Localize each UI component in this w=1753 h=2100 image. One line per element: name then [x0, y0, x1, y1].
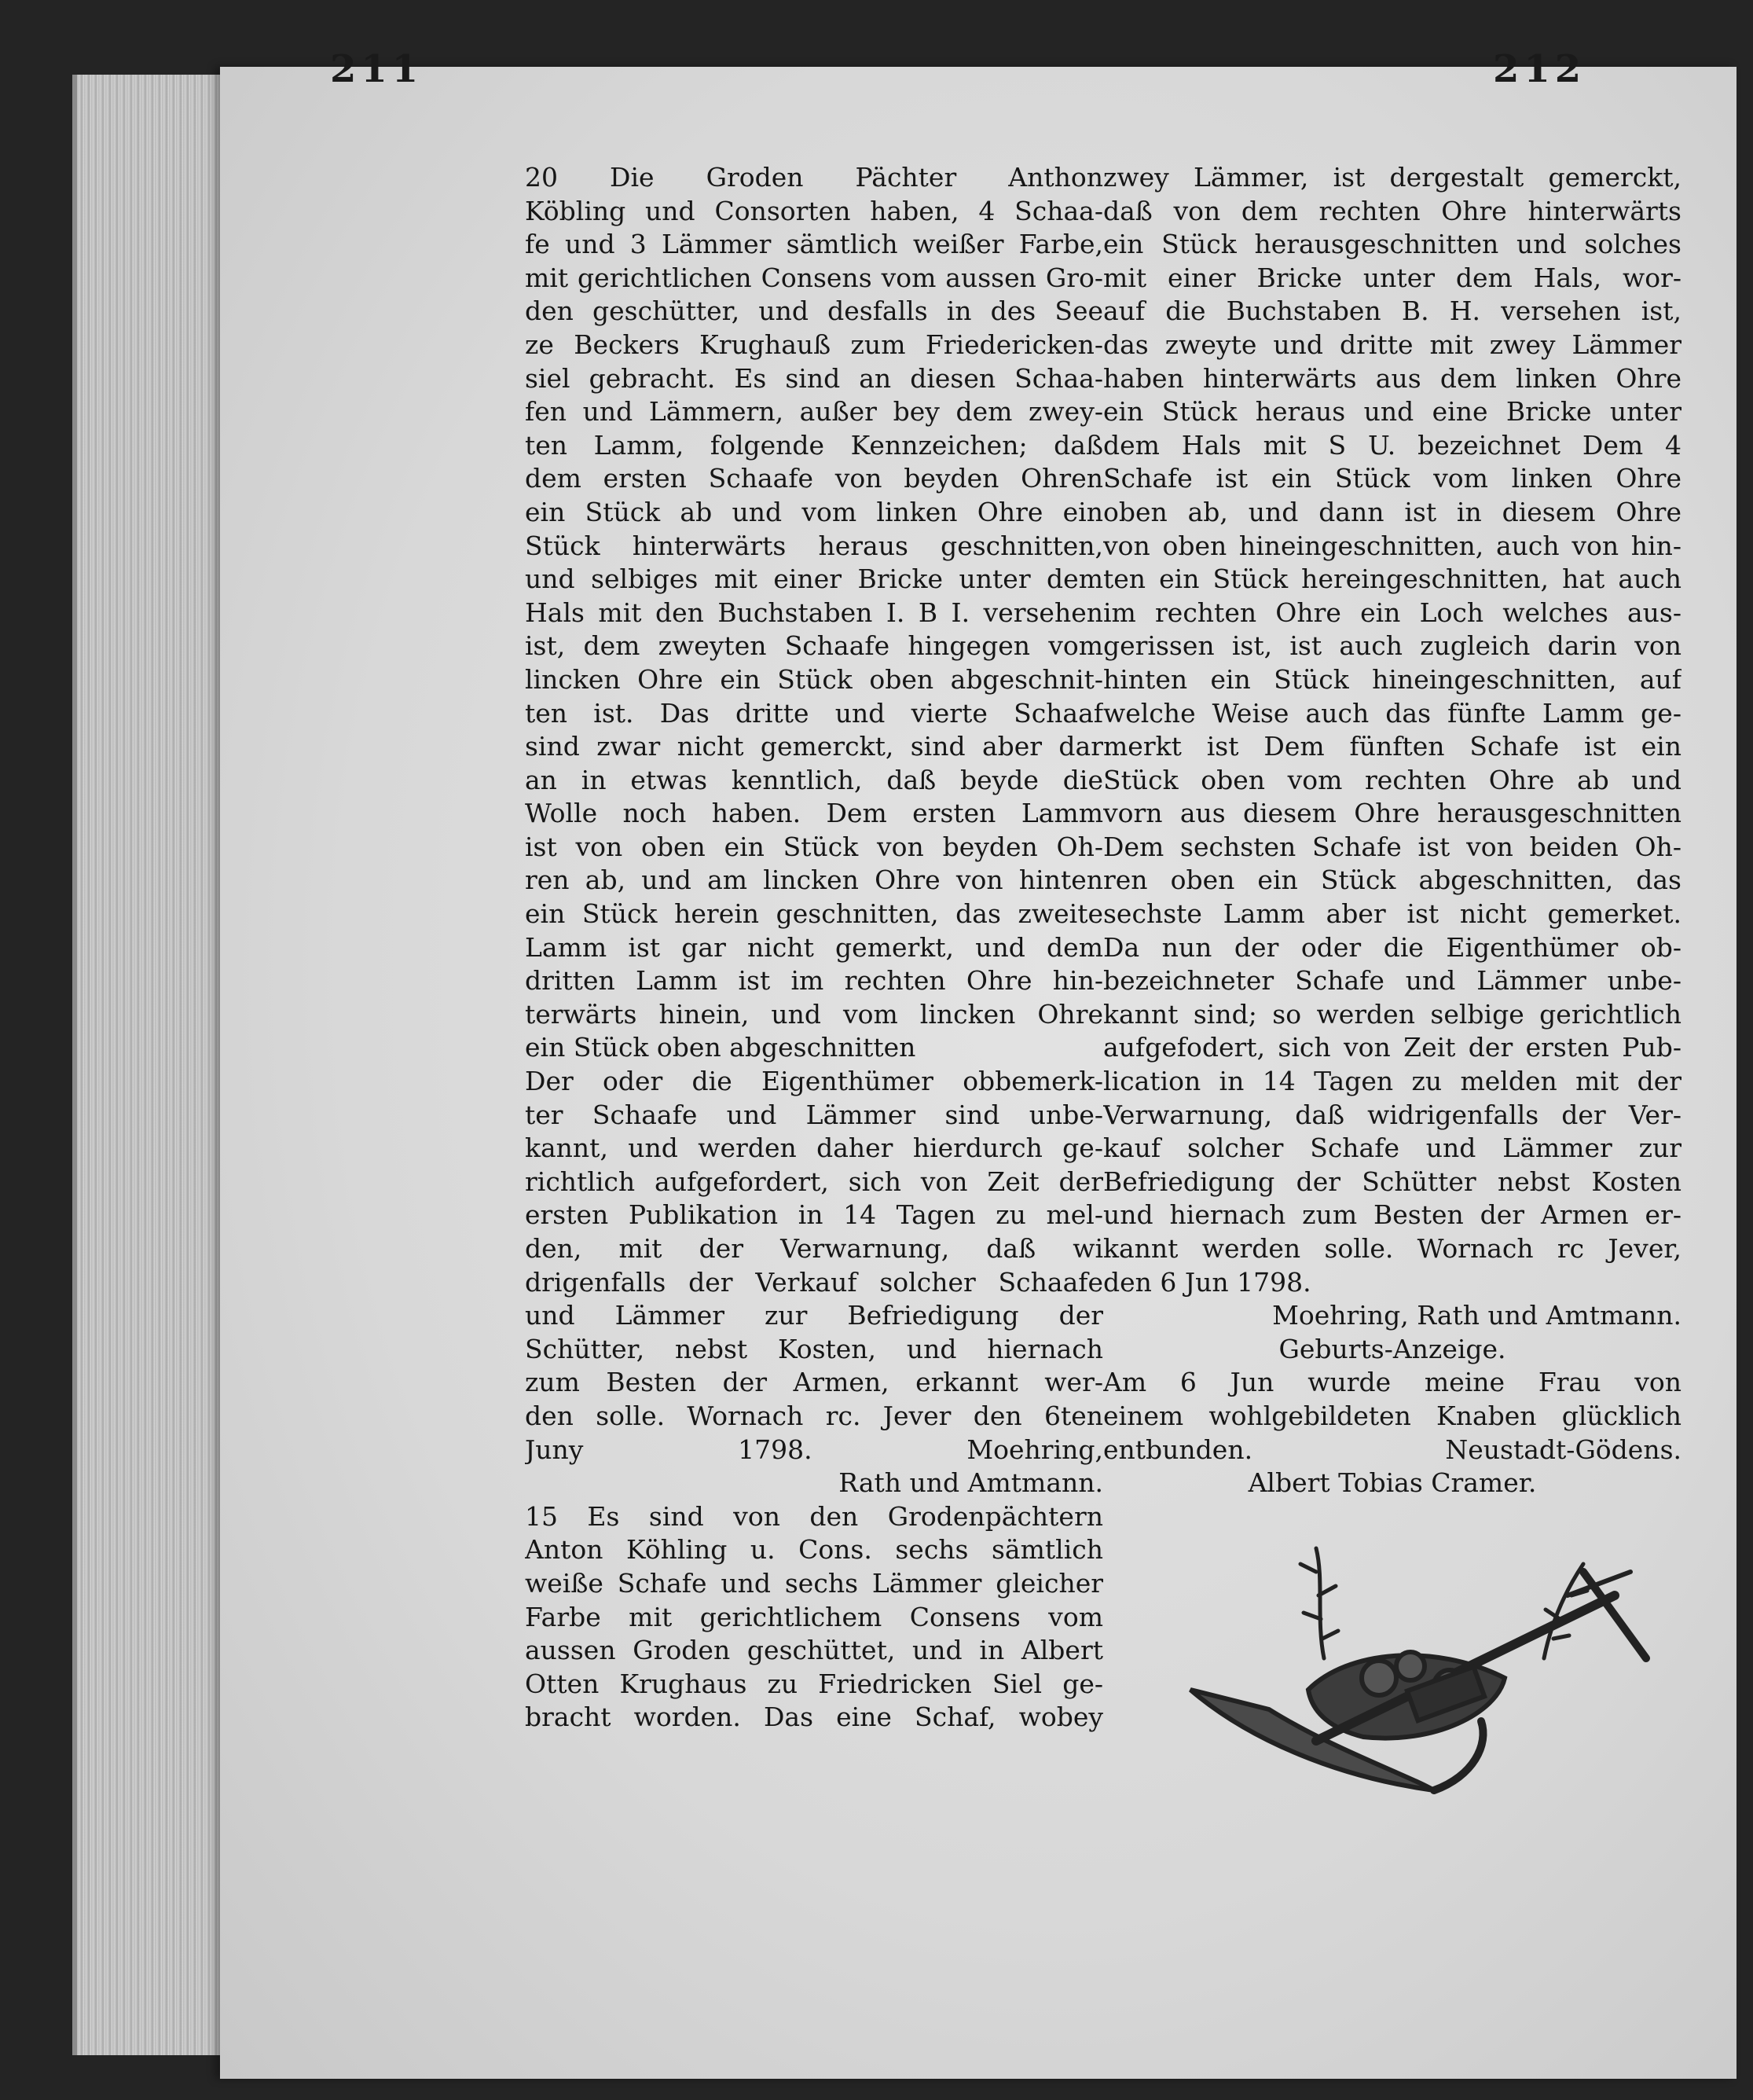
- left-column-line: ein Stück herein geschnitten, das zweite: [525, 898, 1103, 930]
- right-column-line: Moehring, Rath und Amtmann.: [1272, 1300, 1681, 1331]
- right-column-line: ein Stück herausgeschnitten und solches: [1103, 229, 1681, 260]
- left-column-line: ter Schaafe und Lämmer sind unbe-: [525, 1099, 1103, 1130]
- harvest-tools-woodcut-icon: [1175, 1540, 1678, 1823]
- left-column-line: aussen Groden geschüttet, und in Albert: [525, 1635, 1103, 1666]
- left-column-line: Hals mit den Buchstaben I. B I. versehen: [525, 597, 1103, 628]
- left-column-line: ze Beckers Krughauß zum Friedericken-: [525, 329, 1103, 360]
- left-column-line: Wolle noch haben. Dem ersten Lamm: [525, 798, 1103, 829]
- right-column-line: Am 6 Jun wurde meine Frau von: [1103, 1367, 1681, 1398]
- left-column-line: dritten Lamm ist im rechten Ohre hin-: [525, 965, 1103, 997]
- left-column-line: den geschütter, und desfalls in des See: [525, 296, 1103, 327]
- right-column-line: Geburts-Anzeige.: [1278, 1333, 1506, 1364]
- right-column-line: Befriedigung der Schütter nebst Kosten: [1103, 1166, 1681, 1197]
- left-column-line: Der oder die Eigenthümer obbemerk-: [525, 1066, 1103, 1097]
- right-column-line: von oben hineingeschnitten, auch von hin-: [1103, 530, 1681, 561]
- right-column-line: ein Stück heraus und eine Bricke unter: [1103, 396, 1681, 428]
- left-column-line: und Lämmer zur Befriedigung der: [525, 1300, 1103, 1331]
- left-column-line: drigenfalls der Verkauf solcher Schaafe: [525, 1266, 1103, 1298]
- right-column-line: und hiernach zum Besten der Armen er-: [1103, 1199, 1681, 1231]
- left-column-line: 15 Es sind von den Grodenpächtern: [525, 1500, 1103, 1532]
- left-column-line: mit gerichtlichen Consens vom aussen Gro-: [525, 262, 1103, 293]
- text-column-right: [1103, 161, 1681, 1500]
- left-column-line: Stück hinterwärts heraus geschnitten,: [525, 530, 1103, 561]
- left-column-line: ein Stück oben abgeschnitten: [525, 1032, 916, 1063]
- right-column-line: dem Hals mit S U. bezeichnet Dem 4: [1103, 429, 1681, 461]
- right-column-line: kannt werden solle. Wornach rc Jever,: [1103, 1233, 1681, 1264]
- left-column-line: ren ab, und am lincken Ohre von hinten: [525, 865, 1103, 896]
- left-column-line: und selbiges mit einer Bricke unter dem: [525, 564, 1103, 595]
- left-column-line: Otten Krughaus zu Friedricken Siel ge-: [525, 1668, 1103, 1699]
- book-page-edges: [72, 75, 234, 2055]
- text-column-left: [525, 161, 1103, 1735]
- right-column-line: aufgefodert, sich von Zeit der ersten Pub-: [1103, 1032, 1681, 1063]
- right-column-line: welche Weise auch das fünfte Lamm ge-: [1103, 697, 1681, 729]
- left-column-line: terwärts hinein, und vom lincken Ohre: [525, 998, 1103, 1030]
- left-column-line: kannt, und werden daher hierdurch ge-: [525, 1133, 1103, 1164]
- left-column-line: weiße Schafe und sechs Lämmer gleicher: [525, 1567, 1103, 1599]
- right-column-line: hinten ein Stück hineingeschnitten, auf: [1103, 663, 1681, 695]
- left-column-line: ist, dem zweyten Schaafe hingegen vom: [525, 630, 1103, 662]
- right-column-line: lication in 14 Tagen zu melden mit der: [1103, 1066, 1681, 1097]
- left-column-line: Anton Köhling u. Cons. sechs sämtlich: [525, 1534, 1103, 1566]
- left-column-line: Köbling und Consorten haben, 4 Schaa-: [525, 195, 1103, 226]
- right-column-line: Schafe ist ein Stück vom linken Ohre: [1103, 463, 1681, 494]
- left-column-line: ersten Publikation in 14 Tagen zu mel-: [525, 1199, 1103, 1231]
- left-column-line: fe und 3 Lämmer sämtlich weißer Farbe,: [525, 229, 1103, 260]
- right-column-line: Albert Tobias Cramer.: [1248, 1467, 1537, 1499]
- left-column-line: Juny 1798. Moehring,: [525, 1434, 1103, 1465]
- right-column-line: merkt ist Dem fünften Schafe ist ein: [1103, 731, 1681, 762]
- right-column-line: gerissen ist, ist auch zugleich darin von: [1103, 630, 1681, 662]
- right-column-line: daß von dem rechten Ohre hinterwärts: [1103, 195, 1681, 226]
- right-column-line: den 6 Jun 1798.: [1103, 1266, 1311, 1298]
- left-column-line: sind zwar nicht gemerckt, sind aber dar: [525, 731, 1103, 762]
- right-column-line: Verwarnung, daß widrigenfalls der Ver-: [1103, 1099, 1681, 1130]
- right-column-line: mit einer Bricke unter dem Hals, wor-: [1103, 262, 1681, 293]
- left-column-line: Rath und Amtmann.: [838, 1467, 1103, 1499]
- left-column-line: lincken Ohre ein Stück oben abgeschnit-: [525, 663, 1103, 695]
- page-number-left: 211: [330, 47, 424, 91]
- left-column-line: Lamm ist gar nicht gemerkt, und dem: [525, 931, 1103, 963]
- left-column-line: ten ist. Das dritte und vierte Schaaf: [525, 697, 1103, 729]
- left-column-line: den solle. Wornach rc. Jever den 6ten: [525, 1400, 1103, 1431]
- left-column-line: dem ersten Schaafe von beyden Ohren: [525, 463, 1103, 494]
- right-column-line: zwey Lämmer, ist dergestalt gemerckt,: [1103, 162, 1681, 193]
- right-column-line: im rechten Ohre ein Loch welches aus-: [1103, 597, 1681, 628]
- right-column-line: einem wohlgebildeten Knaben glücklich: [1103, 1400, 1681, 1431]
- left-column-line: bracht worden. Das eine Schaf, wobey: [525, 1702, 1103, 1733]
- left-column-line: zum Besten der Armen, erkannt wer-: [525, 1367, 1103, 1398]
- right-column-line: Dem sechsten Schafe ist von beiden Oh-: [1103, 831, 1681, 862]
- right-column-line: oben ab, und dann ist in diesem Ohre: [1103, 496, 1681, 527]
- right-column-line: ten ein Stück hereingeschnitten, hat auch: [1103, 564, 1681, 595]
- right-column-line: haben hinterwärts aus dem linken Ohre: [1103, 362, 1681, 394]
- left-column-line: ten Lamm, folgende Kennzeichen; daß: [525, 429, 1103, 461]
- right-column-line: bezeichneter Schafe und Lämmer unbe-: [1103, 965, 1681, 997]
- left-column-line: richtlich aufgefordert, sich von Zeit der: [525, 1166, 1103, 1197]
- right-column-line: kannt sind; so werden selbige gerichtlich: [1103, 998, 1681, 1030]
- left-column-line: Farbe mit gerichtlichem Consens vom: [525, 1601, 1103, 1632]
- right-column-line: entbunden. Neustadt-Gödens.: [1103, 1434, 1681, 1465]
- left-column-line: Schütter, nebst Kosten, und hiernach: [525, 1333, 1103, 1364]
- right-column-line: kauf solcher Schafe und Lämmer zur: [1103, 1133, 1681, 1164]
- page-number-right: 212: [1493, 47, 1586, 91]
- right-column-line: auf die Buchstaben B. H. versehen ist,: [1103, 296, 1681, 327]
- right-column-line: Stück oben vom rechten Ohre ab und: [1103, 764, 1681, 795]
- right-column-line: Da nun der oder die Eigenthümer ob-: [1103, 931, 1681, 963]
- right-column-line: das zweyte und dritte mit zwey Lämmer: [1103, 329, 1681, 360]
- right-column-line: vorn aus diesem Ohre herausgeschnitten: [1103, 798, 1681, 829]
- right-column-line: sechste Lamm aber ist nicht gemerket.: [1103, 898, 1681, 930]
- left-column-line: ein Stück ab und vom linken Ohre ein: [525, 496, 1103, 527]
- left-column-line: 20 Die Groden Pächter Anthon: [525, 162, 1103, 193]
- left-column-line: an in etwas kenntlich, daß beyde die: [525, 764, 1103, 795]
- left-column-line: siel gebracht. Es sind an diesen Schaa-: [525, 362, 1103, 394]
- right-column-line: ren oben ein Stück abgeschnitten, das: [1103, 865, 1681, 896]
- left-column-line: fen und Lämmern, außer bey dem zwey-: [525, 396, 1103, 428]
- left-column-line: den, mit der Verwarnung, daß wi: [525, 1233, 1103, 1264]
- left-column-line: ist von oben ein Stück von beyden Oh-: [525, 831, 1103, 862]
